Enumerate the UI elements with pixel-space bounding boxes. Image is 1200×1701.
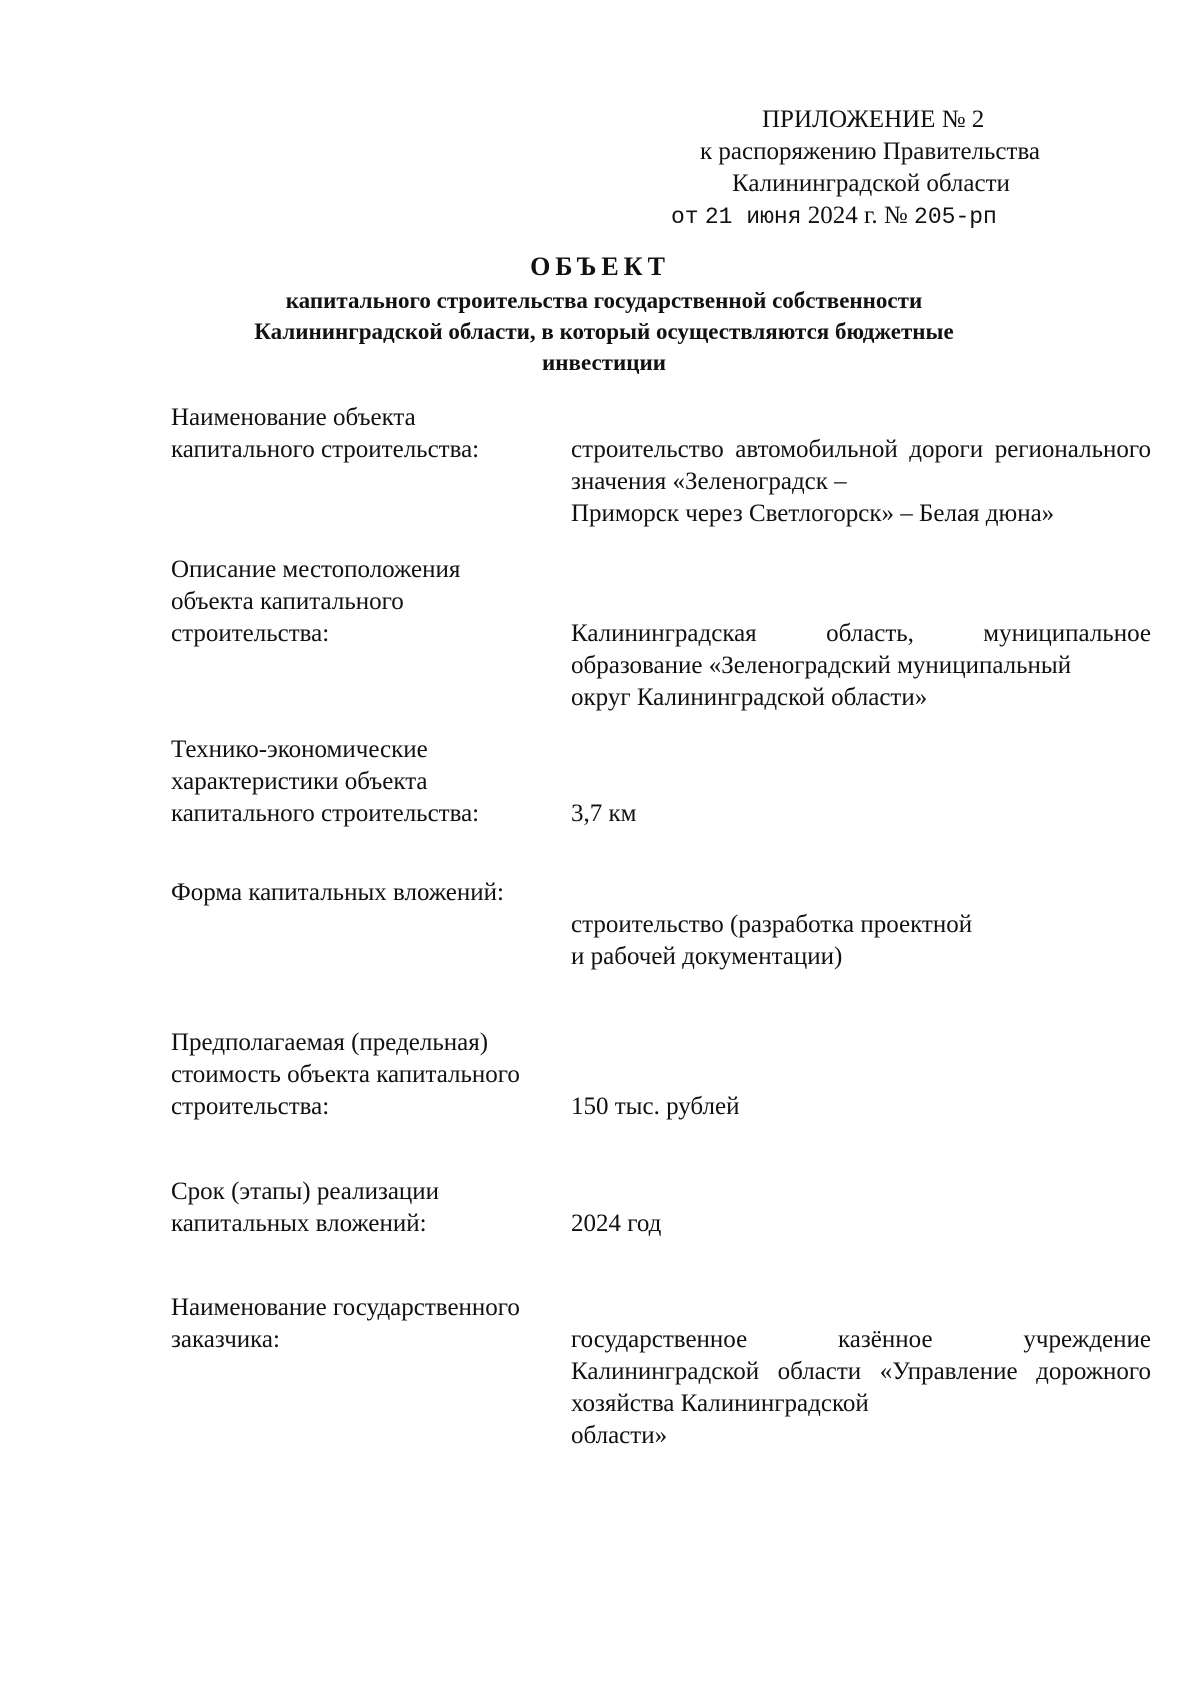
- appendix-title: ПРИЛОЖЕНИЕ № 2: [762, 106, 985, 133]
- appendix-region-line: Калининградской области: [732, 170, 1010, 197]
- field-value-text: Калининградская область, муниципальное образование «Зеленоградский муниципальный: [571, 620, 1151, 679]
- field-value-last-line: и рабочей документации): [571, 943, 843, 970]
- field-value-text: строительство (разработка проектной: [571, 911, 973, 938]
- field-label-customer: Наименование государственного заказчика:: [171, 1294, 520, 1353]
- field-value-last-line: 150 тыс. рублей: [571, 1093, 740, 1120]
- appendix-order-line: к распоряжению Правительства: [700, 138, 1041, 165]
- field-label-object-name: Наименование объекта капитального строительства:: [171, 404, 480, 463]
- field-value-last-line: Приморск через Светлогорск» – Белая дюна»: [571, 500, 1055, 527]
- field-value-investment-form: [571, 909, 1151, 973]
- field-value-characteristics: [571, 798, 1151, 830]
- field-value-object-name: [571, 434, 1151, 530]
- field-value-last-line: области»: [571, 1422, 668, 1449]
- order-number: 205-рп: [914, 204, 997, 230]
- date-prefix: от: [671, 204, 699, 230]
- document-title: ОБЪЕКТ: [530, 252, 670, 281]
- field-value-term: [571, 1208, 1151, 1240]
- field-value-location: [571, 618, 1151, 714]
- field-label-investment-form: Форма капитальных вложений:: [171, 879, 504, 906]
- field-value-text: государственное казённое учреждение Калининградской области «Управление дорожного хозяйства Калининградской: [571, 1326, 1151, 1417]
- field-value-text: строительство автомобильной дороги регионального значения «Зеленоградск –: [571, 436, 1151, 495]
- field-value-last-line: 3,7 км: [571, 800, 637, 827]
- number-sign: №: [883, 202, 908, 229]
- field-value-customer: [571, 1324, 1151, 1452]
- field-value-estimated-cost: [571, 1091, 1151, 1123]
- field-label-estimated-cost: Предполагаемая (предельная) стоимость объекта капитального строительства:: [171, 1029, 520, 1120]
- field-value-last-line: 2024 год: [571, 1210, 662, 1237]
- appendix-date-line: [671, 200, 997, 233]
- field-label-term: Срок (этапы) реализации капитальных вложений:: [171, 1178, 440, 1237]
- field-label-characteristics: Технико-экономические характеристики объекта капитального строительства:: [171, 736, 480, 827]
- field-label-location: Описание местоположения объекта капитального строительства:: [171, 556, 461, 647]
- document-subtitle: капитального строительства государственной собственности Калининградской области, в который осуществляются бюджетные инвестиции: [254, 288, 954, 375]
- date-day-month: 21 июня: [704, 204, 802, 230]
- date-year: 2024 г.: [807, 202, 878, 229]
- field-value-last-line: округ Калининградской области»: [571, 684, 928, 711]
